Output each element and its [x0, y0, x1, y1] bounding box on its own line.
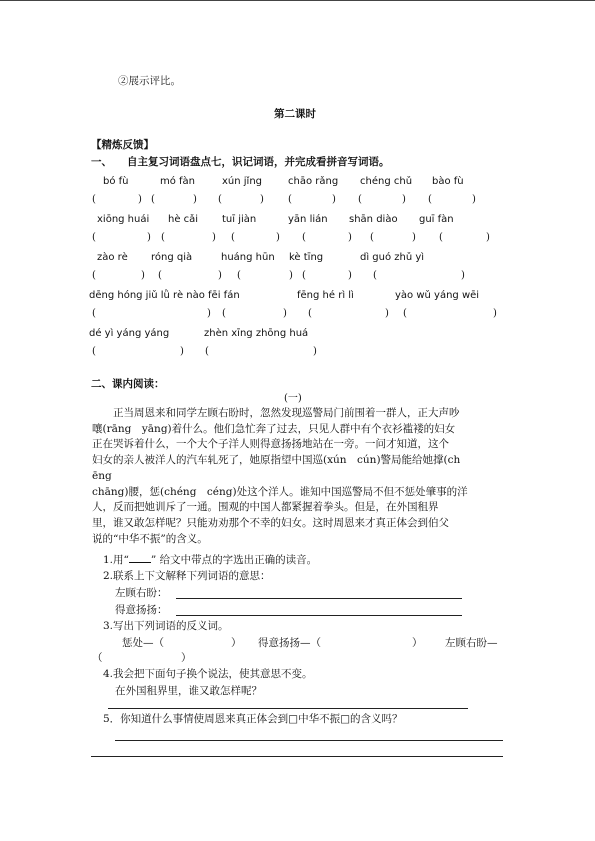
antonym-item: ）: [181, 652, 192, 664]
pinyin: bó fù: [103, 176, 129, 187]
answer-line[interactable]: [115, 740, 503, 741]
answer-bracket: ): [461, 270, 465, 281]
answer-bracket: (: [237, 270, 241, 281]
answer-bracket: ): [348, 232, 352, 243]
pinyin: shān diào: [349, 214, 398, 225]
answer-bracket: (: [288, 194, 292, 205]
answer-bracket: ): [193, 194, 197, 205]
pinyin: dēng hóng jiǔ lǜ rè nào fēi fán: [89, 290, 240, 301]
pinyin: kè tīng: [289, 252, 324, 263]
answer-bracket: ): [472, 194, 476, 205]
answer-line[interactable]: [176, 615, 462, 616]
answer-bracket: (: [92, 232, 96, 243]
answer-bracket: ): [218, 270, 222, 281]
q1-number: 一、: [91, 156, 112, 168]
pinyin: xiōng huái: [97, 214, 150, 225]
reading-passage: [92, 406, 506, 547]
passage-line: 人，反而把她训斥了一通。围观的中国人都紧握着拳头。但是，在外国租界: [92, 501, 439, 514]
answer-bracket: (: [370, 232, 374, 243]
answer-bracket: ): [402, 194, 406, 205]
passage-line: 说的“中华不振”的含义。: [92, 532, 208, 545]
passage-line: 里，谁又敢怎样呢？只能劝劝那个不幸的妇女。这时周恩来才真正体会到伯父: [92, 516, 449, 529]
underline-blank: [129, 552, 151, 563]
answer-bracket: (: [302, 232, 306, 243]
top-border: [0, 0, 595, 1]
answer-bracket: (: [403, 308, 407, 319]
antonym-item: ）: [231, 637, 242, 649]
pinyin: guī fàn: [419, 214, 454, 225]
answer-bracket: (: [92, 346, 96, 357]
pinyin: yào wǔ yáng wēi: [395, 290, 480, 301]
question-4: 4.我会把下面句子换个说法，使其意思不变。: [103, 668, 313, 680]
lesson-title: 第二课时: [274, 108, 316, 120]
answer-bracket: (: [428, 194, 432, 205]
antonym-item: 左顾右盼—: [445, 637, 498, 649]
question-1-prefix: 1.用“: [103, 554, 129, 566]
answer-bracket: (: [302, 270, 306, 281]
answer-bracket: (: [151, 194, 155, 205]
answer-bracket: (: [161, 232, 165, 243]
answer-bracket: (: [218, 194, 222, 205]
passage-line: 嚷(rāng yāng)着什么。他们急忙奔了过去，只见人群中有个衣衫褴褛的妇女: [92, 422, 456, 435]
passage-number: (一): [284, 393, 302, 404]
pinyin: dì guó zhǔ yì: [360, 252, 425, 263]
answer-bracket: ): [260, 194, 264, 205]
answer-line[interactable]: [108, 708, 468, 709]
question-4-sentence: 在外国租界里，谁又敢怎样呢？: [115, 685, 262, 697]
pinyin: chéng chǔ: [360, 176, 413, 187]
term-label: 得意扬扬：: [115, 604, 168, 616]
answer-bracket: (: [231, 232, 235, 243]
passage-line: 妇女的亲人被洋人的汽车轧死了，她原指望中国巡(xún cún)警局能给她撑(ch: [92, 454, 461, 467]
term-label: 左顾右盼：: [115, 587, 168, 599]
answer-bracket: (: [205, 346, 209, 357]
top-item: ②展示评比。: [118, 75, 181, 87]
answer-bracket: (: [92, 270, 96, 281]
answer-bracket: ): [332, 194, 336, 205]
answer-bracket: ): [207, 308, 211, 319]
answer-bracket: (: [222, 308, 226, 319]
antonym-item: 惩处—（: [122, 637, 164, 649]
answer-bracket: (: [308, 308, 312, 319]
question-1: [103, 552, 317, 567]
pinyin: yān lián: [288, 214, 328, 225]
answer-bracket: ): [283, 308, 287, 319]
answer-line[interactable]: [91, 756, 503, 757]
pinyin: zào rè: [97, 252, 128, 263]
section-feedback: 【精炼反馈】: [91, 139, 154, 151]
answer-bracket: ): [138, 194, 142, 205]
pinyin: róng qià: [151, 252, 193, 263]
answer-bracket: ): [141, 270, 145, 281]
answer-line[interactable]: [176, 598, 462, 599]
question-3: 3.写出下列词语的反义词。: [103, 620, 229, 632]
q1-instruction: 自主复习词语盘点七，识记词语，并完成看拼音写词语。: [127, 156, 390, 168]
answer-bracket: ): [493, 308, 497, 319]
question-2: 2.联系上下文解释下列词语的意思：: [103, 570, 271, 582]
answer-bracket: (: [92, 308, 96, 319]
pinyin: huáng hūn: [221, 252, 275, 263]
question-1-suffix: ” 给文中带点的字选出正确的读音。: [150, 554, 318, 566]
pinyin: fēng hé rì lì: [297, 290, 354, 301]
answer-bracket: (: [92, 194, 96, 205]
pinyin: dé yì yáng yáng: [89, 328, 170, 339]
answer-bracket: ): [180, 346, 184, 357]
antonym-item: ）: [412, 637, 423, 649]
answer-bracket: ): [147, 232, 151, 243]
passage-line: chāng)腰，惩(chéng céng)处这个洋人。谁知中国巡警局不但不惩处肇事的洋: [92, 485, 468, 498]
reading-heading: 二、课内阅读：: [91, 378, 165, 390]
pinyin: mó fàn: [160, 176, 196, 187]
answer-bracket: (: [158, 270, 162, 281]
passage-line: ēng: [92, 469, 112, 482]
answer-bracket: ): [486, 232, 490, 243]
answer-bracket: (: [373, 270, 377, 281]
pinyin: xún jǐng: [222, 176, 263, 187]
pinyin: chāo rǎng: [288, 176, 339, 187]
answer-bracket: ): [385, 308, 389, 319]
answer-bracket: ): [412, 232, 416, 243]
answer-bracket: (: [439, 232, 443, 243]
answer-bracket: ): [276, 232, 280, 243]
pinyin: bào fù: [432, 176, 464, 187]
answer-bracket: ): [289, 270, 293, 281]
answer-bracket: ): [212, 232, 216, 243]
pinyin: hè cǎi: [168, 214, 199, 225]
antonym-item: 得意扬扬—（: [258, 637, 321, 649]
pinyin: zhèn xīng zhōng huá: [204, 328, 309, 339]
answer-bracket: ): [348, 270, 352, 281]
passage-line: 正在哭诉着什么，一个大个子洋人则得意扬扬地站在一旁。一问才知道，这个: [92, 438, 449, 451]
pinyin: tuī jiàn: [222, 214, 257, 225]
answer-bracket: ): [313, 346, 317, 357]
question-5: 5．你知道什么事情使周恩来真正体会到□中华不振□的含义吗？: [103, 713, 403, 725]
answer-bracket: (: [358, 194, 362, 205]
passage-line: 正当周恩来和同学左顾右盼时，忽然发现巡警局门前围着一群人，正大声吵: [92, 407, 460, 419]
antonym-item: （: [92, 652, 103, 664]
